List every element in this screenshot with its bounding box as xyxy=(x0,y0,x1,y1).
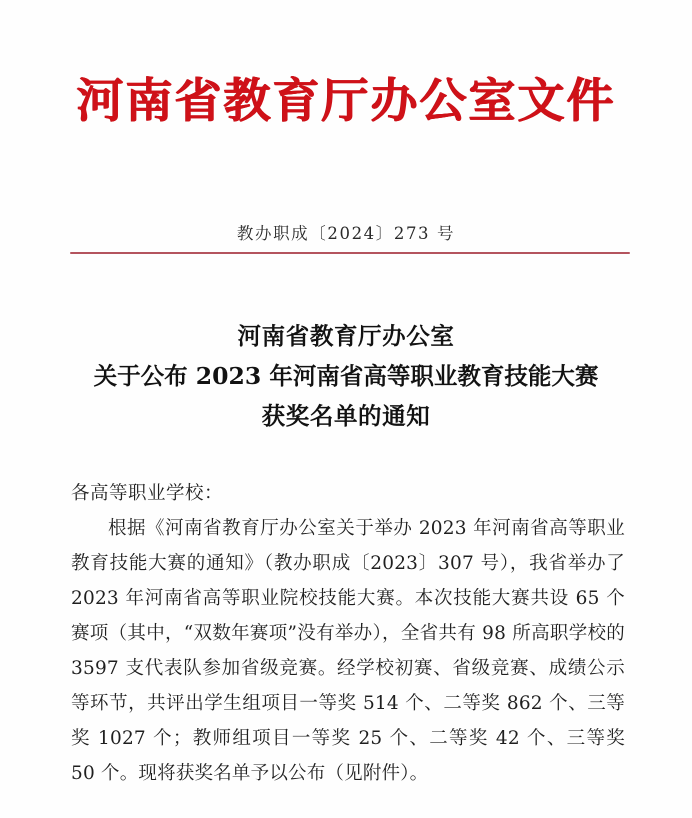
masthead xyxy=(0,74,692,129)
document-number-row xyxy=(0,220,692,244)
heading-line-2: 关于公布 2023 年河南省高等职业教育技能大赛 xyxy=(93,362,599,390)
document-body xyxy=(71,476,625,791)
masthead-title: 河南省教育厅办公室文件 xyxy=(76,74,616,129)
document-heading xyxy=(46,316,646,436)
heading-line-3: 获奖名单的通知 xyxy=(261,402,431,430)
salutation: 各高等职业学校： xyxy=(71,483,224,504)
body-paragraph-1: 根据《河南省教育厅办公室关于举办 2023 年河南省高等职业教育技能大赛的通知》（教办职成〔2023〕307 号），我省举办了 2023 年河南省高等职业院校技能大赛。本次技能大赛共设 65 个赛项（其中，“双数年赛项”没有举办），全省共有 98 所高职学校的 3597 支代表队参加省级竞赛。经学校初赛、省级竞赛、成绩公示等环节，共评出学生组项目一等奖 514 个、二等奖 862 个、三等奖 1027 个；教师组项目一等奖 25 个、二等奖 42 个、三等奖 50 个。现将获奖名单予以公布（见附件）。 xyxy=(71,518,625,784)
red-separator-rule xyxy=(70,252,630,254)
document-serial-number: 教办职成〔2024〕273 号 xyxy=(236,224,456,243)
heading-line-1: 河南省教育厅办公室 xyxy=(237,322,455,350)
